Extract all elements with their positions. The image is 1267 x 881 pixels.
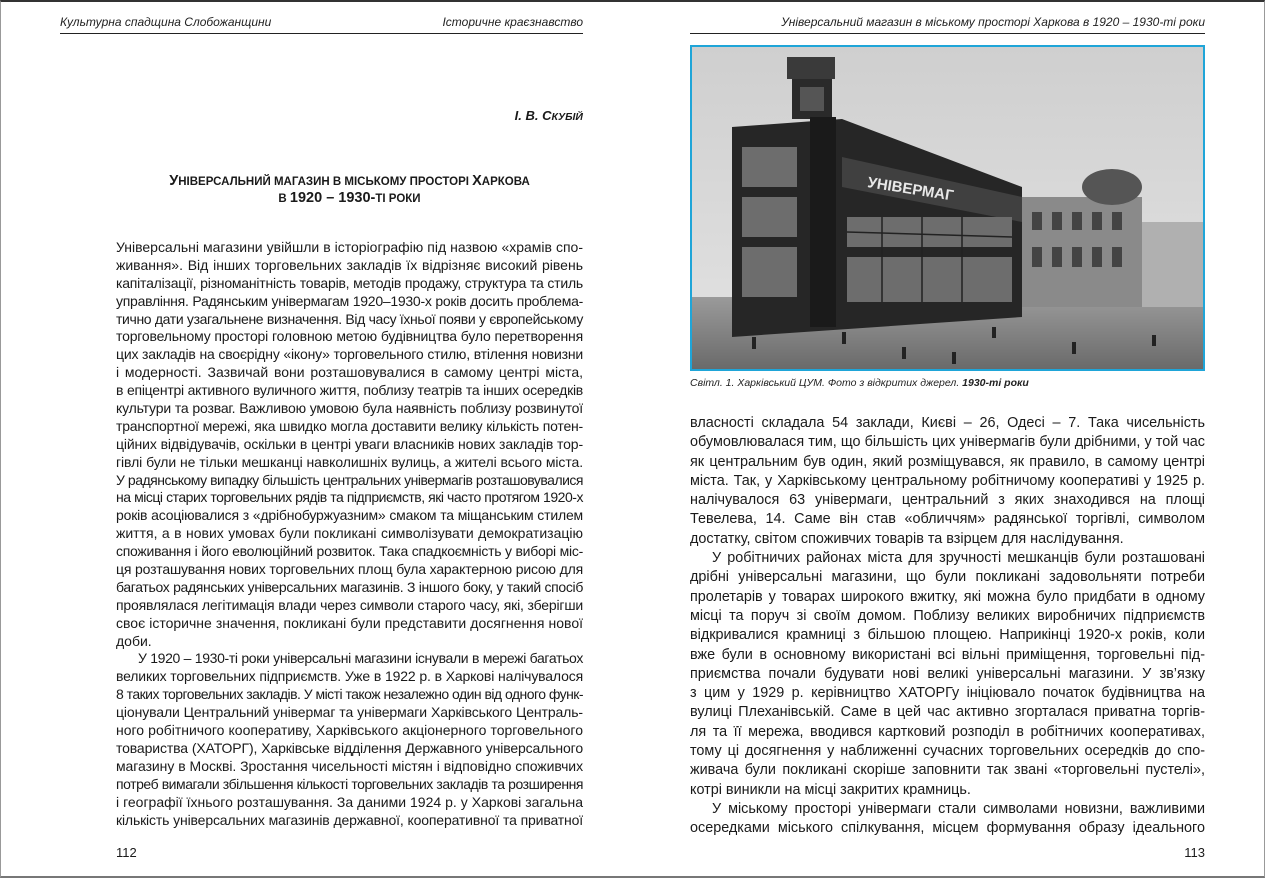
title-part: 1920 – 1930- — [289, 190, 376, 206]
text-line: дрібні універсальні магазини, що були покликані задовольняти потреби — [690, 569, 1205, 586]
author-surname-smallcaps: КУБІЙ — [551, 111, 583, 123]
text-line: міста. Так, у Харківському центральному робітничому кооперативі у 1925 р. — [690, 472, 1205, 489]
text-line: У робітничих районах міста для зручності мешканців були розташовані — [712, 550, 1205, 567]
text-line: власності складала 54 заклади, Києві – 26, Одесі – 7. Така чисельність — [690, 415, 1205, 431]
title-part: НІВЕРСАЛЬНИЙ МАГАЗИН В МІСЬКОМУ ПРОСТОРІ — [178, 176, 473, 188]
text-line: достатку, світом споживчих товарів та взірцем для наслідування. — [690, 530, 1124, 547]
right-page-body — [690, 414, 1205, 839]
title-part: ТІ РОКИ — [375, 193, 421, 205]
text-line: У 1920 – 1930-ті роки універсальні магазини існували в мережі багатьох — [138, 650, 583, 667]
running-head-left: Культурна спадщина Слобожанщини — [60, 15, 272, 29]
text-line: потреб вимагали збільшення кількості торговельних закладів та розширення — [116, 775, 583, 792]
left-page-body — [116, 239, 583, 829]
text-line: живача були покликані скоріше заповнити так звані «торговельні пустелі», — [690, 762, 1205, 779]
text-line: пролетарів у товарах широкого вжитку, які можна було придбати в одному — [690, 588, 1205, 605]
text-line: гівлі були не тільки мешканці навколишніх вулиць, а жителі всього міста. — [116, 453, 583, 470]
text-line: доби. — [116, 632, 152, 649]
text-line: років асоціювалися з «дрібнобуржуазним» смаком та міщанським стилем — [116, 507, 583, 524]
paragraph — [690, 414, 1205, 549]
article-title — [116, 173, 583, 207]
page-number-left: 112 — [116, 845, 137, 860]
paragraph — [690, 800, 1205, 839]
text-line: і модерності. Зазвичай вони розташовувалися в самому центрі міста, — [116, 364, 583, 381]
photo-kharkiv-univermag — [690, 45, 1205, 371]
text-line: капіталізації, різноманітність товарів, методів продажу, структура та стиль — [116, 274, 583, 291]
text-line: кількість універсальних магазинів державної, кооперативної та приватної — [116, 811, 583, 828]
text-line: управління. Радянським універмагам 1920–1930-х років досить проблема- — [116, 292, 583, 309]
text-line: торговельному просторі головною метою будівництва було перетворення — [116, 328, 583, 345]
author-initials: І. В. С — [514, 108, 552, 123]
text-line: культури та розваг. Важливою умовою була наявність поблизу розвинутої — [116, 400, 583, 417]
text-line: ля та її мережа, вводився картковий розподіл в робітничих кооперативах, — [690, 723, 1205, 740]
header-rule — [60, 33, 583, 34]
text-line: приємства почали будувати нові великі універсальні магазини. У зв’язку — [690, 665, 1205, 682]
text-line: відкривалися крамниці з більшою площею. Наприкінці 1920-х років, коли — [690, 627, 1205, 644]
text-line: місці та поруч зі своїм домом. Поблизу великих виробничих підприємств — [690, 607, 1205, 624]
text-line: своє історичне значення, покликані були представити досягнення нової — [116, 614, 583, 631]
text-line: 8 таких торговельних закладів. У місті також незалежно один від одного функ- — [116, 686, 583, 703]
author-name — [360, 108, 583, 123]
paragraph — [116, 239, 583, 650]
text-line: Універсальні магазини увійшли в історіографію під назвою «храмів спо- — [116, 239, 583, 255]
caption-text: Світл. 1. Харківський ЦУМ. Фото з відкритих джерел. — [690, 377, 963, 389]
text-line: в епіцентрі активного вуличного життя, поблизу театрів та інших осередків — [116, 382, 583, 399]
title-part: В — [278, 193, 290, 205]
text-line: і географії їхнього розташування. За даними 1924 р. у Харкові загальна — [116, 793, 583, 810]
text-line: котрі виникли на місці закритих крамниць. — [690, 781, 971, 798]
text-line: проявлялася легітимація влади через символи старого часу, які, зберігши — [116, 596, 583, 613]
text-line: магазину в Москві. Зростання чисельності містян і відповідно споживчих — [116, 757, 583, 774]
building-photo-drawing — [692, 47, 1203, 369]
sign-text: УНІВЕРМАГ — [866, 174, 955, 205]
text-line: великих торговельних підприємств. Уже в 1922 р. в Харкові налічувалося — [116, 668, 583, 685]
text-line: з цим у 1929 р. керівництво ХАТОРГу ініціювало початок будівництва на — [690, 685, 1205, 702]
header-rule — [690, 33, 1205, 34]
text-line: як центральним був один, який розміщувався, як правило, в самому центрі — [690, 453, 1205, 470]
text-line: обумовлювалася тим, що більшість цих універмагів були дрібними, у той час — [690, 434, 1205, 451]
text-line: багатьох радянських універсальних магазинів. З іншого боку, у такий спосіб — [116, 578, 583, 595]
text-line: живання». Від інших торговельних закладів їх відрізняє високий рівень — [116, 256, 583, 273]
text-line: вже були в основному використані всі вільні приміщення, торговельні під- — [690, 646, 1205, 663]
title-part: Х — [472, 173, 482, 189]
photo-caption — [690, 377, 1029, 389]
text-line: Тевелева, 14. Саме він став «обличчям» радянської торгівлі, символом — [690, 511, 1205, 528]
text-line: ційних відвідувачів, оскільки в центрі уваги власників нових закладів тор- — [116, 435, 583, 452]
title-part: АРКОВА — [481, 176, 530, 188]
text-line: цих закладів на своєрідну «ікону» торговельного стилю, втілення новизни — [116, 346, 583, 363]
text-line: ного робітничого кооперативу, Харківського акціонерного торговельного — [116, 722, 583, 739]
text-line: У радянському випадку більшість центральних універмагів розташовувалися — [116, 471, 583, 488]
title-part: У — [169, 173, 179, 189]
text-line: осередками міського спілкування, місцем формування образу ідеального — [690, 820, 1205, 837]
text-line: У міському просторі універмаги стали символами новизни, важливими — [712, 800, 1205, 817]
text-line: вулиці Плеханівській. Саме в цей час активно згорталася приватна торгів- — [690, 704, 1205, 721]
text-line: тому ці досягнення у наближенні сучасних торговельних осередків до спо- — [690, 743, 1205, 760]
text-line: транспортної мережі, яка швидко могла доставити велику кількість потен- — [116, 417, 583, 434]
running-head-section: Історичне краєзнавство — [442, 15, 583, 29]
paragraph — [116, 650, 583, 829]
text-line: життя, а в нових умовах були покликані символізувати демократизацію — [116, 525, 583, 542]
text-line: ціонували Центральний універмаг та універмаги Харківського Централь- — [116, 704, 583, 721]
page-number-right: 113 — [1184, 845, 1205, 860]
text-line: товариства (ХАТОРГ), Харківське відділення Державного універсального — [116, 739, 583, 756]
text-line: налічувалося 63 універмаги, центральний з яких знаходився на площі — [690, 492, 1205, 509]
text-line: споживання і його еволюційний розвиток. Така спадкоємність у виборі міс- — [116, 543, 583, 560]
text-line: ця розташування нових торговельних площ була характерною рисою для — [116, 561, 583, 578]
text-line: на місці старих торговельних рядів та підприємств, які часто протягом 1920-х — [116, 489, 583, 506]
caption-date: 1930-ті роки — [962, 377, 1029, 389]
text-line: тично дати узагальнене визначення. Від часу їхньої появи у європейському — [116, 310, 583, 327]
paragraph — [690, 549, 1205, 800]
running-head-right: Універсальний магазин в міському просторі Харкова в 1920 – 1930-ті роки — [781, 15, 1205, 29]
